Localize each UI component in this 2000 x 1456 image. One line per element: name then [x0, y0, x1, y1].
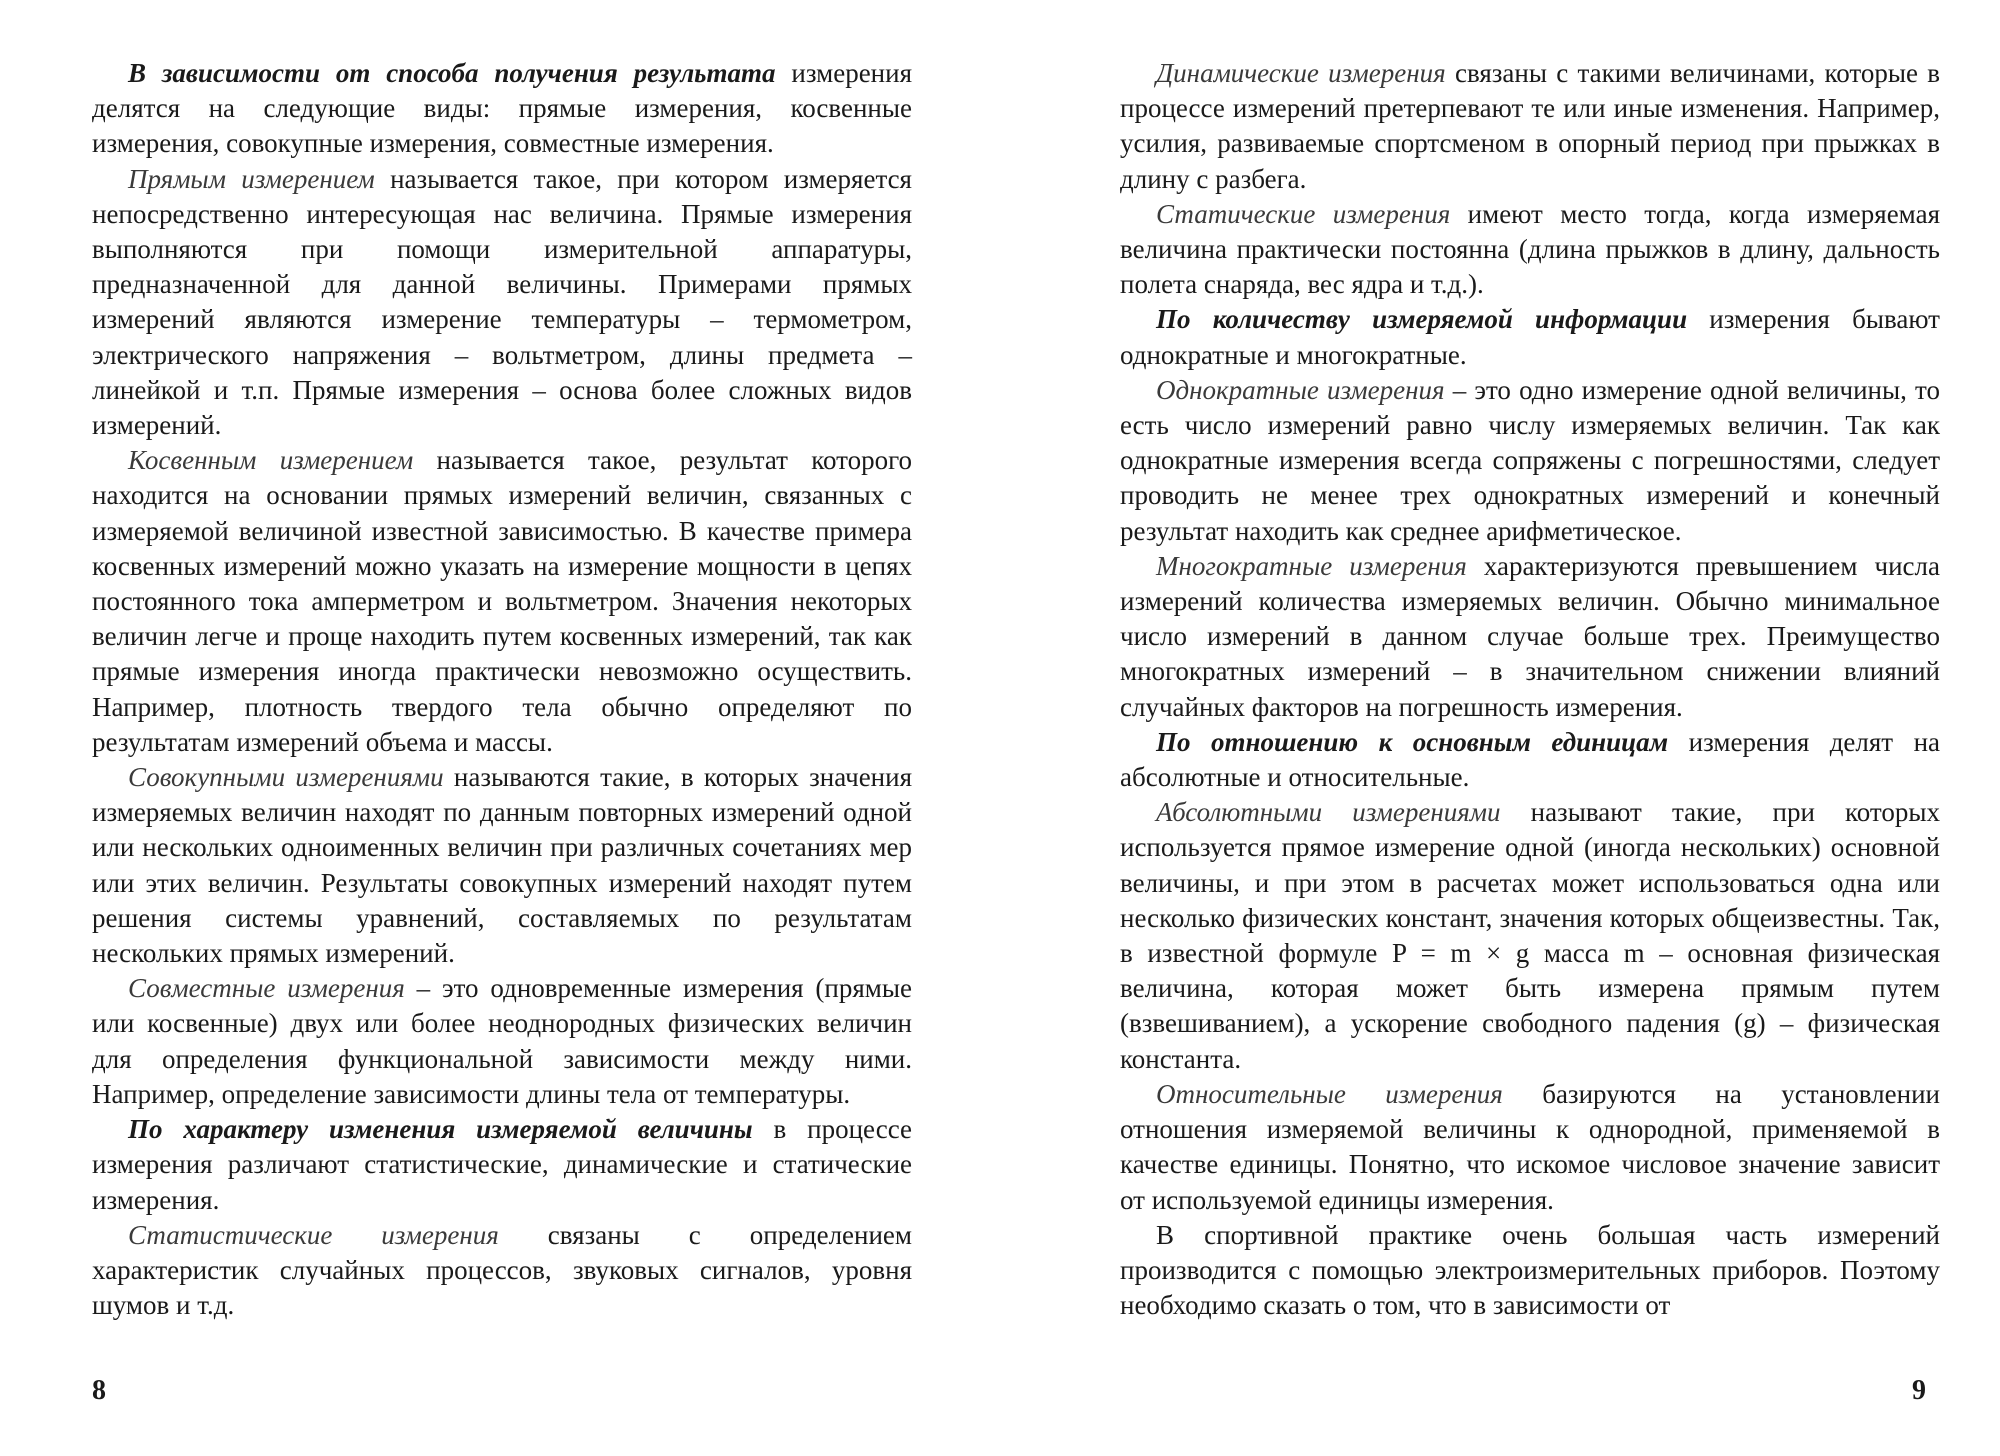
left-page	[92, 56, 912, 1323]
paragraph-base-units	[1120, 725, 1940, 795]
paragraph-indirect-measurement	[92, 443, 912, 760]
italic-lead: Статистические измерения	[128, 1219, 499, 1250]
paragraph-joint-measurement	[92, 971, 912, 1112]
paragraph-text: базируются на установлении отношения измеряемой величины к однородной, применяемой в качестве единицы. Понятно, что искомое числовое значение зависит от используемой единицы измерения.	[1120, 1078, 1940, 1215]
page-number-left: 8	[92, 1375, 106, 1406]
paragraph-information-amount	[1120, 302, 1940, 372]
paragraph-text: называется такое, результат которого находится на основании прямых измерений величин, связанных с измеряемой величиной известной зависимостью. В качестве примера косвенных измерений можно указать на измерение мощности в цепях постоянного тока амперметром и вольтметром. Значения некоторых величин легче и проще находить путем косвенных измерений, так как прямые измерения иногда практически невозможно осуществить. Например, плотность твердого тела обычно определяют по результатам измерений объема и массы.	[92, 445, 912, 757]
bold-lead: В зависимости от способа получения результата	[128, 58, 776, 88]
paragraph-cumulative-measurement	[92, 760, 912, 971]
paragraph-multiple-measurement	[1120, 549, 1940, 725]
paragraph-text: измерения делят на абсолютные и относительные.	[1120, 726, 1940, 793]
italic-lead: Многократные измерения	[1156, 550, 1467, 581]
italic-lead: Однократные измерения	[1156, 374, 1445, 405]
italic-lead: Совместные измерения	[128, 973, 405, 1004]
paragraph-dynamic-measurement	[1120, 56, 1940, 197]
italic-lead: Абсолютными измерениями	[1156, 797, 1501, 828]
paragraph-absolute-measurement	[1120, 795, 1940, 1077]
italic-lead: Динамические измерения	[1156, 58, 1446, 88]
paragraph-text: – это одновременные измерения (прямые или косвенные) двух или более неоднородных физических величин для определения функциональной зависимости между ними. Например, определение зависимости длины тела от температуры.	[92, 973, 912, 1109]
page-number-right: 9	[1912, 1375, 1926, 1406]
paragraph-text: связаны с такими величинами, которые в процессе измерений претерпевают те или иные изменения. Например, усилия, развиваемые спортсменом в опорный период при прыжках в длину с разбега.	[1120, 58, 1940, 194]
paragraph-text: В спортивной практике очень большая часть измерений производится с помощью электроизмерительных приборов. Поэтому необходимо сказать о том, что в зависимости от	[1120, 1219, 1940, 1321]
right-page	[1120, 56, 1940, 1323]
paragraph-text: – это одно измерение одной величины, то есть число измерений равно числу измеряемых величин. Так как однократные измерения всегда сопряжены с погрешностями, следует проводить не менее трех однократных измерений и конечный результат находить как среднее арифметическое.	[1120, 374, 1940, 546]
paragraph-change-character	[92, 1112, 912, 1218]
italic-lead: Статические измерения	[1156, 198, 1451, 229]
bold-lead: По количеству измеряемой информации	[1156, 304, 1688, 335]
paragraph-direct-measurement	[92, 162, 912, 444]
paragraph-sports-practice	[1120, 1218, 1940, 1324]
italic-lead: Прямым измерением	[128, 163, 375, 194]
italic-lead: Совокупными измерениями	[128, 762, 444, 793]
bold-lead: По характеру изменения измеряемой величины	[128, 1114, 753, 1145]
paragraph-single-measurement	[1120, 373, 1940, 549]
paragraph-text: называются такие, в которых значения измеряемых величин находят по данным повторных измерений одной или нескольких одноименных величин при различных сочетаниях мер или этих величин. Результаты совокупных измерений находят путем решения системы уравнений, составляемых по результатам нескольких прямых измерений.	[92, 762, 912, 969]
paragraph-text: измерения делятся на следующие виды: прямые измерения, косвенные измерения, совокупные измерения, совместные измерения.	[92, 58, 912, 159]
paragraph-text: называется такое, при котором измеряется непосредственно интересующая нас величина. Прямые измерения выполняются при помощи измерительной аппаратуры, предназначенной для данной величины. Примерами прямых измерений являются измерение температуры – термометром, электрического напряжения – вольтметром, длины предмета – линейкой и т.п. Прямые измерения – основа более сложных видов измерений.	[92, 163, 912, 441]
paragraph-statistical-measurement	[92, 1218, 912, 1324]
paragraph-measurement-types	[92, 56, 912, 162]
paragraph-text: характеризуются превышением числа измерений количества измеряемых величин. Обычно минимальное число измерений в данном случае больше трех. Преимущество многократных измерений – в значительном снижении влияний случайных факторов на погрешность измерения.	[1120, 550, 1940, 722]
paragraph-relative-measurement	[1120, 1077, 1940, 1218]
paragraph-text: связаны с определением характеристик случайных процессов, звуковых сигналов, уровня шумов и т.д.	[92, 1219, 912, 1321]
italic-lead: Относительные измерения	[1156, 1078, 1503, 1109]
paragraph-text: измерения бывают однократные и многократные.	[1120, 304, 1940, 370]
bold-lead: По отношению к основным единицам	[1156, 726, 1669, 757]
paragraph-static-measurement	[1120, 197, 1940, 303]
paragraph-text: в процессе измерения различают статистические, динамические и статические измерения.	[92, 1114, 912, 1215]
italic-lead: Косвенным измерением	[128, 445, 414, 476]
paragraph-text: называют такие, при которых используется прямое измерение одной (иногда нескольких) основной величины, и при этом в расчетах может использоваться одна или несколько физических констант, значения которых общеизвестны. Так, в известной формуле P = m × g масса m – основная физическая величина, которая может быть измерена прямым путем (взвешиванием), а ускорение свободного падения (g) – физическая константа.	[1120, 797, 1940, 1074]
paragraph-text: имеют место тогда, когда измеряемая величина практически постоянна (длина прыжков в длину, дальность полета снаряда, вес ядра и т.д.).	[1120, 198, 1940, 300]
